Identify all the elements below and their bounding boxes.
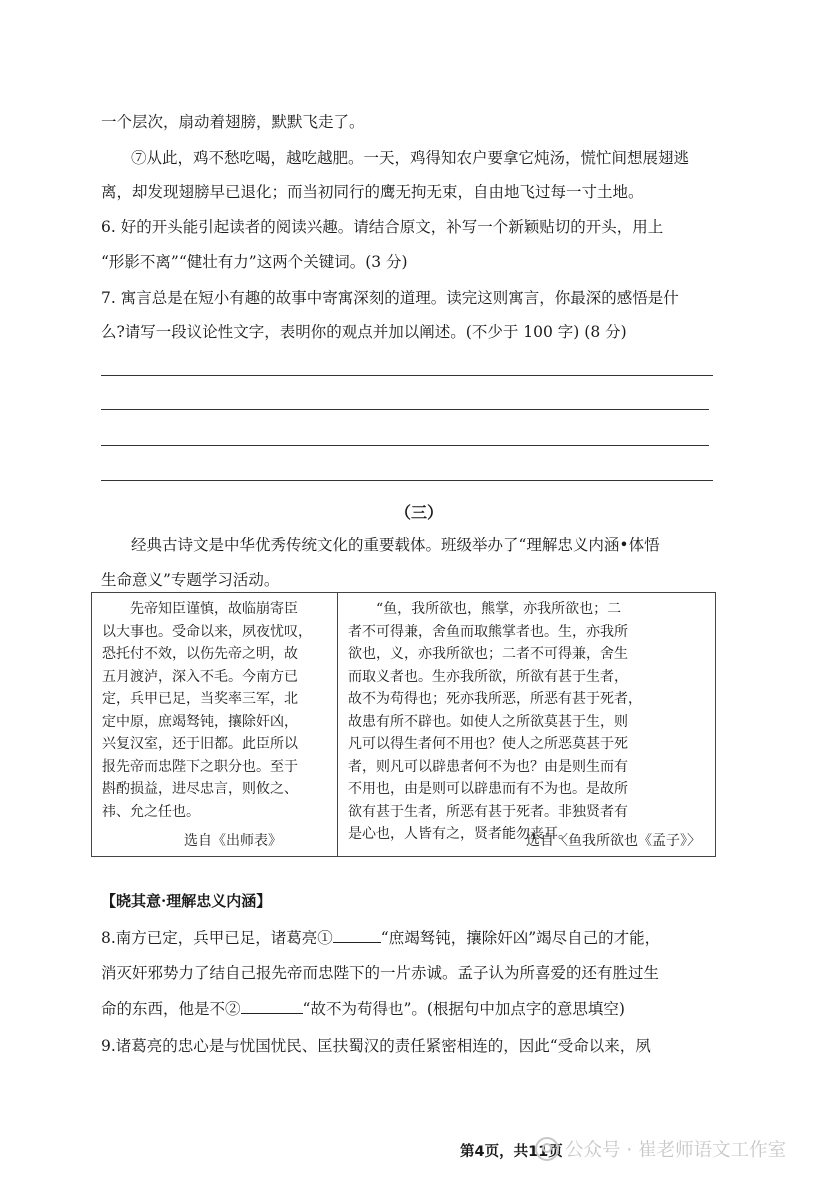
left-passage-line-1: 先帝知臣谨慎，故临崩寄臣 bbox=[102, 601, 298, 617]
left-passage-cell bbox=[92, 593, 338, 857]
right-passage-cell bbox=[338, 593, 716, 857]
question-9-line-1: 9.诸葛亮的忠心是与忧国忧民、匡扶蜀汉的责任紧密相连的，因此“受命以来，夙 bbox=[101, 1037, 651, 1055]
answer-line-2[interactable] bbox=[101, 409, 709, 410]
story-line-1: 一个层次，扇动着翅膀，默默飞走了。 bbox=[101, 113, 365, 131]
right-passage-line-11: 是心也，人皆有之，贤者能勿丧耳。 bbox=[348, 826, 572, 842]
right-passage-line-5: 故不为苟得也；死亦我所恶，所恶有甚于死者， bbox=[348, 691, 642, 707]
left-passage-source: 选自《出师表》 bbox=[184, 832, 282, 849]
left-passage-text bbox=[102, 598, 329, 823]
answer-line-4[interactable] bbox=[101, 480, 713, 481]
answer-line-1[interactable] bbox=[101, 375, 713, 376]
section-heading: 【晓其意·理解忠义内涵】 bbox=[101, 892, 272, 910]
story-line-2: ⑦从此，鸡不愁吃喝，越吃越肥。一天，鸡得知农户要拿它炖汤，慌忙间想展翅逃 bbox=[131, 149, 690, 167]
question-8-part-a: 8.南方已定，兵甲已足，诸葛亮① bbox=[101, 929, 333, 947]
right-passage-line-9: 不用也，由是则可以辟患而有不为也。是故所 bbox=[348, 781, 628, 797]
left-passage-line-6: 定中原，庶竭驽钝，攘除奸凶， bbox=[102, 713, 298, 730]
left-passage-line-3: 恐托付不效，以伤先帝之明，故 bbox=[102, 646, 298, 662]
passage-table bbox=[91, 592, 716, 857]
right-passage-text bbox=[348, 598, 707, 846]
left-passage-line-7: 兴复汉室，还于旧都。此臣所以 bbox=[102, 736, 298, 752]
section-three-intro-2: 生命意义”专题学习活动。 bbox=[101, 571, 280, 589]
left-passage-line-4: 五月渡泸，深入不毛。今南方已 bbox=[102, 668, 298, 685]
question-8-line-1 bbox=[101, 928, 660, 948]
left-passage-line-10: 祎、允之任也。 bbox=[102, 803, 200, 820]
question-8-part-c: 命的东西，他是不② bbox=[101, 1000, 241, 1018]
right-passage-line-8: 者，则凡可以辟患者何不为也？由是则生而有 bbox=[348, 758, 628, 775]
question-8-line-3 bbox=[101, 999, 625, 1019]
right-passage-line-7: 凡可以得生者何不用也？使人之所恶莫甚于死 bbox=[348, 736, 628, 752]
right-passage-line-6: 故患有所不辟也。如使人之所欲莫甚于生，则 bbox=[348, 713, 628, 730]
question-8-part-b: “庶竭驽钝，攘除奸凶”竭尽自己的才能， bbox=[380, 929, 661, 947]
right-passage-line-2: 者不可得兼，舍鱼而取熊掌者也。生，亦我所 bbox=[348, 623, 628, 640]
wechat-logo-icon bbox=[535, 1137, 559, 1161]
watermark bbox=[535, 1136, 786, 1162]
watermark-text: 公众号 · 崔老师语文工作室 bbox=[565, 1140, 787, 1161]
answer-line-3[interactable] bbox=[101, 445, 709, 446]
question-8-part-d: “故不为苟得也”。(根据句中加点字的意思填空) bbox=[302, 1000, 625, 1018]
question-8-line-2: 消灭奸邪势力了结自己报先帝而忠陛下的一片赤诚。孟子认为所喜爱的还有胜过生 bbox=[101, 964, 660, 982]
left-passage-line-2: 以大事也。受命以来，夙夜忧叹， bbox=[102, 623, 312, 640]
question-6-line-1: 6. 好的开头能引起读者的阅读兴趣。请结合原文，补写一个新颖贴切的开头，用上 bbox=[101, 218, 664, 236]
story-line-3: 离，却发现翅膀早已退化；而当初同行的鹰无拘无束，自由地飞过每一寸土地。 bbox=[101, 183, 644, 201]
question-7-line-1: 7. 寓言总是在短小有趣的故事中寄寓深刻的道理。读完这则寓言，你最深的感悟是什 bbox=[101, 289, 679, 307]
right-passage-source: 选自〈鱼我所欲也《孟子》〉 bbox=[526, 832, 701, 849]
question-6-line-2: “形影不离”“健壮有力”这两个关键词。(3 分) bbox=[101, 253, 408, 271]
blank-1[interactable] bbox=[333, 928, 381, 943]
left-passage-line-8: 报先帝而忠陛下之职分也。至于 bbox=[102, 758, 298, 775]
page-number: 第4页，共11页 bbox=[460, 1144, 563, 1160]
right-passage-line-10: 欲有甚于生者，所恶有甚于死者。非独贤者有 bbox=[348, 803, 628, 820]
left-passage-line-5: 定，兵甲已足，当奖率三军，北 bbox=[102, 691, 298, 707]
right-passage-line-1: “鱼，我所欲也，熊掌，亦我所欲也；二 bbox=[348, 601, 622, 617]
section-three-title: （三） bbox=[394, 503, 443, 522]
blank-2[interactable] bbox=[241, 999, 303, 1014]
right-passage-line-3: 欲也，义，亦我所欲也；二者不可得兼，舍生 bbox=[348, 646, 628, 662]
right-passage-line-4: 而取义者也。生亦我所欲，所欲有甚于生者， bbox=[348, 668, 628, 685]
section-three-intro-1: 经典古诗文是中华优秀传统文化的重要载体。班级举办了“理解忠义内涵•体悟 bbox=[131, 536, 660, 554]
question-7-line-2: 么?请写一段议论性文字，表明你的观点并加以阐述。(不少于 100 字) (8 分) bbox=[101, 323, 627, 341]
left-passage-line-9: 斟酌损益，进尽忠言，则攸之、 bbox=[102, 781, 298, 797]
